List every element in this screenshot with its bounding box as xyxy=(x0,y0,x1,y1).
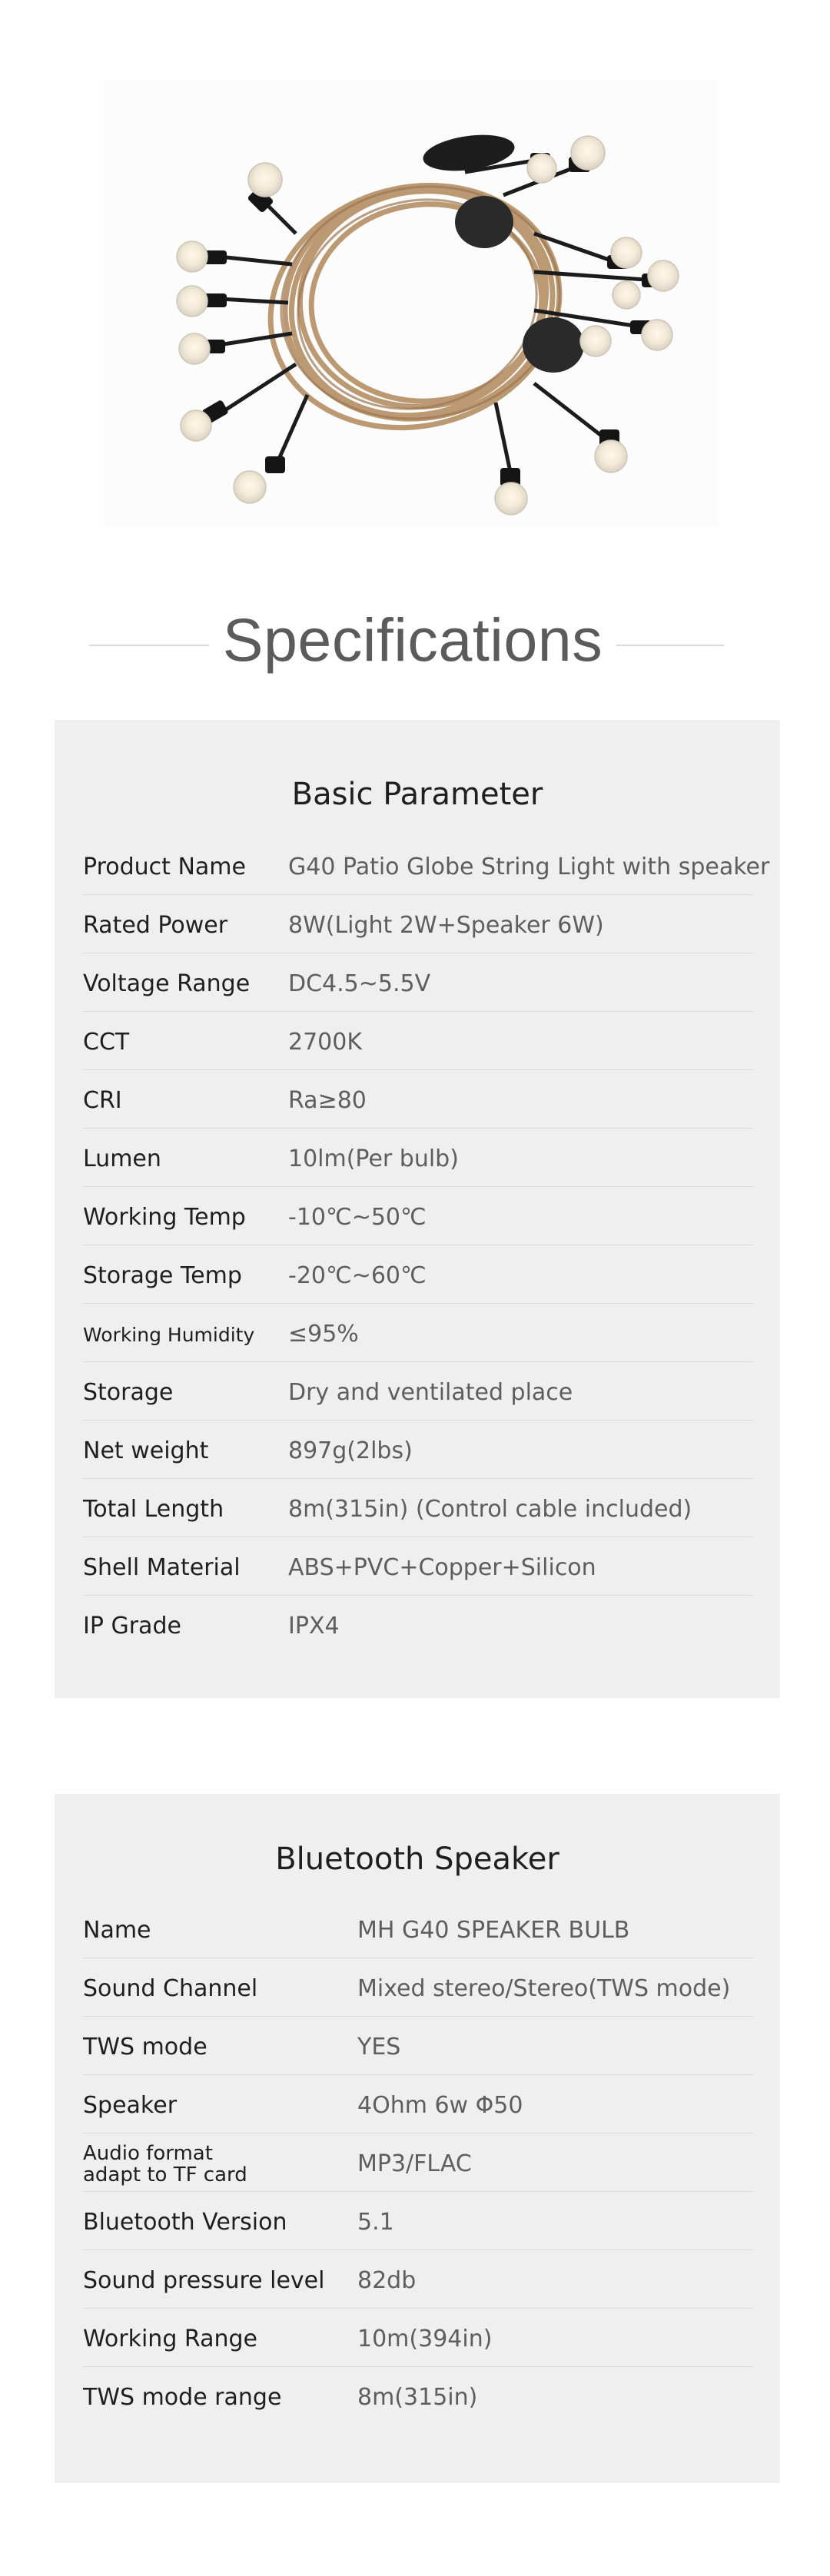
row-value: -20℃~60℃ xyxy=(288,1262,427,1289)
row-value: DC4.5~5.5V xyxy=(288,970,431,997)
row-label: Working Humidity xyxy=(83,1324,255,1346)
row-value: 4Ohm 6w Φ50 xyxy=(357,2092,523,2119)
table-row xyxy=(83,2250,753,2309)
row-label: Sound Channel xyxy=(83,1975,258,2002)
product-photo xyxy=(104,80,719,527)
row-value: ≤95% xyxy=(288,1321,359,1348)
row-label: Storage Temp xyxy=(83,1262,242,1289)
page-title: Specifications xyxy=(222,605,603,674)
row-value: 10m(394in) xyxy=(357,2326,493,2352)
row-value: MP3/FLAC xyxy=(357,2150,472,2177)
table-row xyxy=(83,2309,753,2367)
row-label: Total Length xyxy=(83,1496,224,1523)
table-row xyxy=(83,2133,753,2192)
row-value: Ra≥80 xyxy=(288,1087,367,1114)
row-value: YES xyxy=(357,2034,401,2060)
table-row xyxy=(83,1070,753,1129)
basic-parameter-title: Basic Parameter xyxy=(291,777,543,812)
heading-divider-right xyxy=(616,645,724,646)
row-value: 5.1 xyxy=(357,2209,394,2236)
row-value: Dry and ventilated place xyxy=(288,1379,573,1406)
row-label: TWS mode range xyxy=(83,2384,282,2411)
table-row xyxy=(83,2367,753,2425)
row-label: Working Temp xyxy=(83,1204,246,1231)
row-label: IP Grade xyxy=(83,1613,181,1639)
table-row xyxy=(83,2192,753,2250)
row-label: TWS mode xyxy=(83,2034,208,2060)
row-value: -10℃~50℃ xyxy=(288,1204,427,1231)
row-value: 82db xyxy=(357,2267,417,2294)
row-label: Shell Material xyxy=(83,1554,241,1581)
table-row xyxy=(83,1479,753,1537)
table-row xyxy=(83,1958,753,2017)
basic-parameter-table xyxy=(83,837,770,1654)
table-row xyxy=(83,1012,753,1070)
table-row xyxy=(83,895,753,953)
table-row xyxy=(83,1129,753,1187)
row-value: IPX4 xyxy=(288,1613,340,1639)
row-label: CCT xyxy=(83,1029,130,1056)
bluetooth-speaker-title: Bluetooth Speaker xyxy=(275,1842,559,1877)
bluetooth-speaker-table xyxy=(83,1900,753,2425)
row-value: 10lm(Per bulb) xyxy=(288,1145,459,1172)
row-value: ABS+PVC+Copper+Silicon xyxy=(288,1554,596,1581)
table-row xyxy=(83,1537,753,1596)
row-value: 8W(Light 2W+Speaker 6W) xyxy=(288,912,604,939)
heading-divider-left xyxy=(89,645,209,646)
row-value: 8m(315in) xyxy=(357,2384,478,2411)
row-label: Bluetooth Version xyxy=(83,2209,287,2236)
basic-parameter-panel xyxy=(55,720,780,1698)
table-row xyxy=(83,1900,753,1958)
table-row xyxy=(83,1362,753,1421)
row-label: Voltage Range xyxy=(83,970,251,997)
row-label: Rated Power xyxy=(83,912,228,939)
table-row xyxy=(83,2075,753,2133)
row-label: Lumen xyxy=(83,1145,161,1172)
row-label: Storage xyxy=(83,1379,174,1406)
row-label: Working Range xyxy=(83,2326,257,2352)
row-label: Audio format adapt to TF card xyxy=(83,2142,247,2186)
string-light-illustration xyxy=(104,80,719,527)
table-row xyxy=(83,1421,753,1479)
table-row xyxy=(83,1596,753,1654)
row-value: MH G40 SPEAKER BULB xyxy=(357,1917,630,1944)
specifications-heading xyxy=(0,595,830,688)
table-row xyxy=(83,1304,753,1362)
row-value: 2700K xyxy=(288,1029,363,1056)
row-label: Net weight xyxy=(83,1437,209,1464)
row-label: CRI xyxy=(83,1087,122,1114)
row-label: Product Name xyxy=(83,854,246,880)
table-row xyxy=(83,953,753,1012)
table-row xyxy=(83,1187,753,1245)
row-value: 897g(2lbs) xyxy=(288,1437,413,1464)
row-value: Mixed stereo/Stereo(TWS mode) xyxy=(357,1975,731,2002)
table-row xyxy=(83,2017,753,2075)
bluetooth-speaker-panel xyxy=(55,1794,780,2483)
table-row xyxy=(83,1245,753,1304)
table-row xyxy=(83,837,770,895)
row-value: G40 Patio Globe String Light with speaker xyxy=(288,854,770,880)
row-value: 8m(315in) (Control cable included) xyxy=(288,1496,692,1523)
row-label: Name xyxy=(83,1917,151,1944)
row-label: Speaker xyxy=(83,2092,178,2119)
row-label: Sound pressure level xyxy=(83,2267,325,2294)
